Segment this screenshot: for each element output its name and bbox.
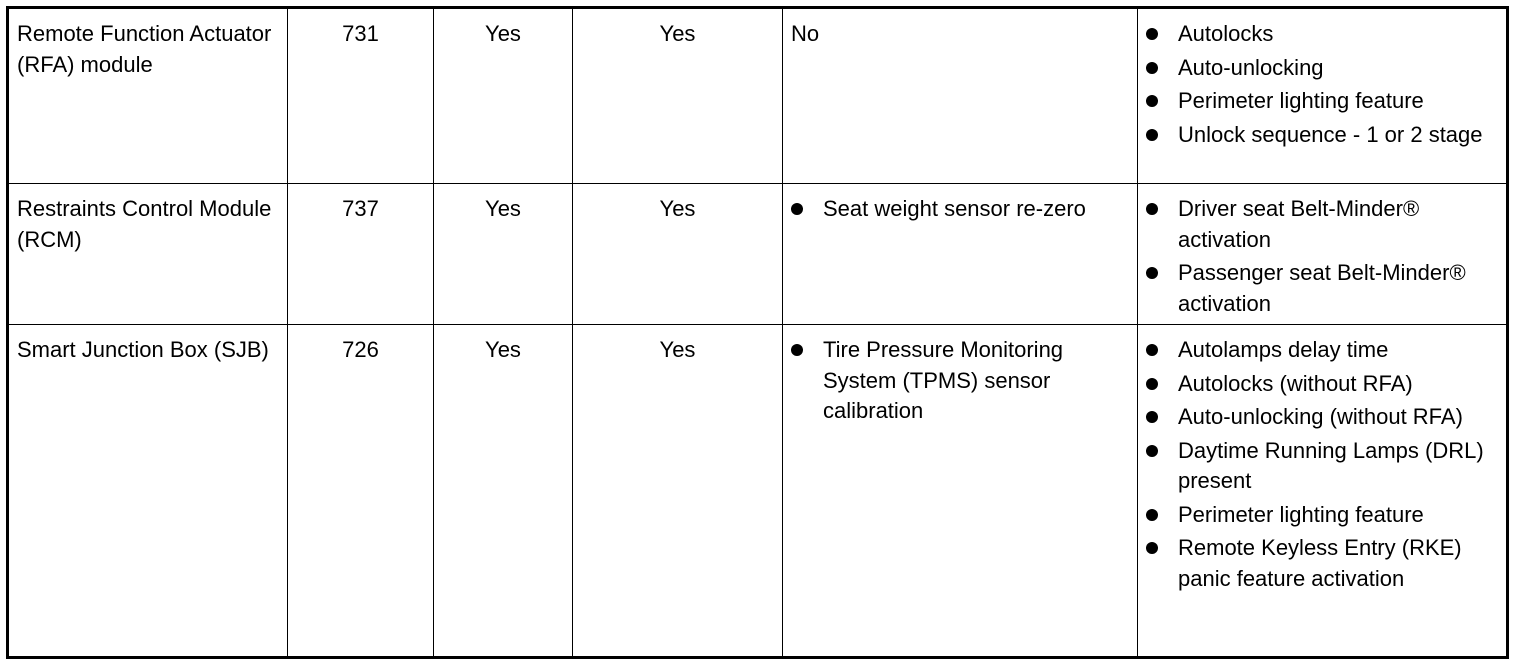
list-item-text: Driver seat Belt-Minder® activation [1178, 196, 1420, 252]
module-address-cell: 731 [288, 8, 434, 184]
procedure-list [791, 194, 1129, 225]
procedure-cell [783, 8, 1138, 184]
list-item-text: Auto-unlocking [1178, 54, 1324, 80]
list-item [1146, 369, 1498, 400]
list-item-text: Remote Keyless Entry (RKE) panic feature activation [1178, 535, 1462, 591]
bullet-icon [1146, 445, 1158, 457]
bullet-icon [1146, 95, 1158, 107]
table-row [8, 325, 1508, 658]
capability-cell: Yes [434, 8, 573, 184]
capability-cell: Yes [434, 184, 573, 325]
bullet-icon [791, 344, 803, 356]
bullet-icon [1146, 378, 1158, 390]
table-row [8, 8, 1508, 184]
list-item-text: Autolamps delay time [1178, 337, 1389, 362]
list-item [1146, 436, 1498, 497]
capability-cell: Yes [573, 184, 783, 325]
bullet-icon [791, 203, 803, 215]
list-item [1146, 19, 1498, 50]
bullet-icon [1146, 203, 1158, 215]
bullet-icon [1146, 28, 1158, 40]
list-item-text: Auto-unlocking (without RFA) [1178, 404, 1463, 429]
list-item-text: Tire Pressure Monitoring System (TPMS) sensor calibration [823, 337, 1064, 423]
list-item-text: Seat weight sensor re-zero [823, 196, 1086, 221]
parameters-cell [1138, 325, 1508, 658]
procedure-cell [783, 325, 1138, 658]
list-item-text: Autolocks (without RFA) [1178, 370, 1413, 396]
module-address-cell: 737 [288, 184, 434, 325]
table-row [8, 184, 1508, 325]
capability-cell: Yes [434, 325, 573, 658]
list-item [791, 194, 1129, 225]
list-item-text: Perimeter lighting feature [1178, 88, 1424, 113]
bullet-icon [1146, 267, 1158, 279]
module-name-cell: Smart Junction Box (SJB) [8, 325, 288, 658]
list-item [1146, 86, 1498, 117]
bullet-icon [1146, 344, 1158, 356]
module-configuration-table [6, 6, 1509, 659]
procedure-text: No [791, 21, 820, 46]
list-item [1146, 533, 1498, 594]
list-item [1146, 53, 1498, 84]
bullet-icon [1146, 411, 1158, 423]
list-item-text: Daytime Running Lamps (DRL) present [1178, 437, 1484, 493]
list-item [1146, 194, 1498, 255]
bullet-icon [1146, 509, 1158, 521]
procedure-list [791, 335, 1129, 427]
list-item-text: Autolocks [1178, 21, 1274, 46]
bullet-icon [1146, 62, 1158, 74]
parameter-list [1146, 19, 1498, 150]
parameters-cell [1138, 184, 1508, 325]
list-item-text: Perimeter lighting feature [1178, 501, 1424, 527]
list-item [1146, 335, 1498, 366]
bullet-icon [1146, 542, 1158, 554]
parameter-list [1146, 335, 1498, 594]
capability-cell: Yes [573, 325, 783, 658]
capability-cell: Yes [573, 8, 783, 184]
module-name-cell: Restraints Control Module (RCM) [8, 184, 288, 325]
list-item [1146, 120, 1498, 151]
module-address-cell: 726 [288, 325, 434, 658]
module-name-cell: Remote Function Actuator (RFA) module [8, 8, 288, 184]
list-item-text: Unlock sequence - 1 or 2 stage [1178, 121, 1483, 147]
list-item [1146, 402, 1498, 433]
list-item-text: Passenger seat Belt-Minder® activation [1178, 260, 1466, 316]
bullet-icon [1146, 129, 1158, 141]
procedure-cell [783, 184, 1138, 325]
parameter-list [1146, 194, 1498, 319]
parameters-cell [1138, 8, 1508, 184]
list-item [791, 335, 1129, 427]
list-item [1146, 500, 1498, 531]
list-item [1146, 258, 1498, 319]
